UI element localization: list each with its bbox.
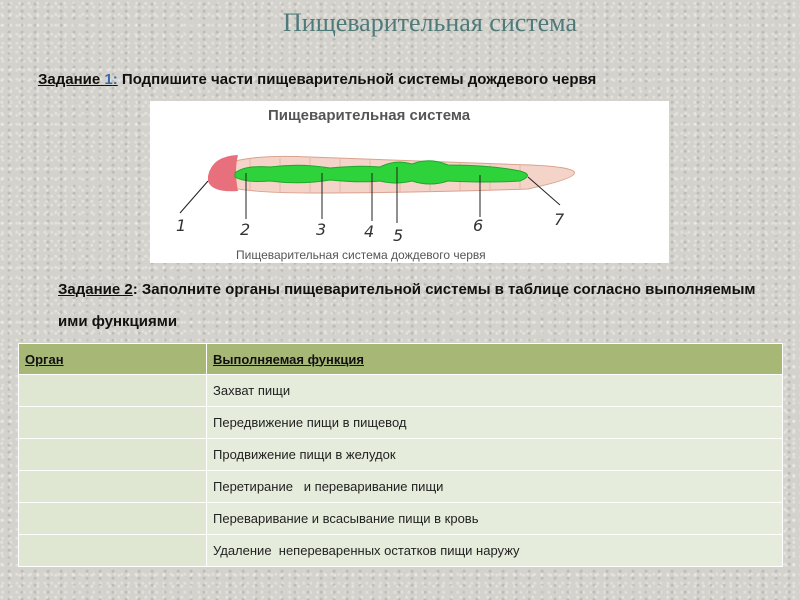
function-cell: Перетирание и переваривание пищи bbox=[207, 471, 783, 503]
table-header-row bbox=[19, 344, 783, 375]
figure-caption: Пищеварительная система дождевого червя bbox=[236, 248, 486, 262]
organ-cell-input[interactable] bbox=[19, 535, 207, 567]
label-number-3: 3 bbox=[316, 220, 327, 239]
table-row bbox=[19, 375, 783, 407]
slide-title: Пищеварительная система bbox=[283, 8, 577, 37]
function-cell: Передвижение пищи в пищевод bbox=[207, 407, 783, 439]
organ-function-table bbox=[18, 343, 783, 567]
function-cell: Продвижение пищи в желудок bbox=[207, 439, 783, 471]
table-row bbox=[19, 503, 783, 535]
function-cell: Захват пищи bbox=[207, 375, 783, 407]
table-row bbox=[19, 439, 783, 471]
organ-cell-input[interactable] bbox=[19, 407, 207, 439]
label-number-7: 7 bbox=[554, 210, 565, 229]
table-row bbox=[19, 535, 783, 567]
task1-instruction bbox=[38, 70, 618, 90]
task2-instruction bbox=[58, 274, 758, 338]
figure-title: Пищеварительная система bbox=[268, 107, 471, 124]
table-row bbox=[19, 471, 783, 503]
organ-function-table-wrap bbox=[18, 343, 782, 567]
label-number-4: 4 bbox=[364, 222, 375, 241]
task1-label: Задание 1: bbox=[38, 71, 118, 88]
organ-cell-input[interactable] bbox=[19, 439, 207, 471]
organ-cell-input[interactable] bbox=[19, 503, 207, 535]
worm-mouth bbox=[208, 155, 238, 191]
organ-cell-input[interactable] bbox=[19, 375, 207, 407]
task1-text: Подпишите части пищеварительной системы дождевого червя bbox=[117, 71, 597, 88]
task2-label: Задание 2 bbox=[58, 281, 133, 298]
label-number-5: 5 bbox=[393, 226, 404, 245]
task2-text: : Заполните органы пищеварительной системы в таблице согласно выполняемым ими функциями bbox=[58, 281, 756, 330]
label-number-2: 2 bbox=[240, 220, 251, 239]
worm-diagram bbox=[150, 101, 669, 263]
function-cell: Переваривание и всасывание пищи в кровь bbox=[207, 503, 783, 535]
table-row bbox=[19, 407, 783, 439]
header-function: Выполняемая функция bbox=[207, 344, 783, 375]
header-organ: Орган bbox=[19, 344, 207, 375]
function-cell: Удаление непереваренных остатков пищи наружу bbox=[207, 535, 783, 567]
label-number-1: 1 bbox=[176, 216, 187, 235]
label-number-6: 6 bbox=[473, 216, 484, 235]
organ-cell-input[interactable] bbox=[19, 471, 207, 503]
